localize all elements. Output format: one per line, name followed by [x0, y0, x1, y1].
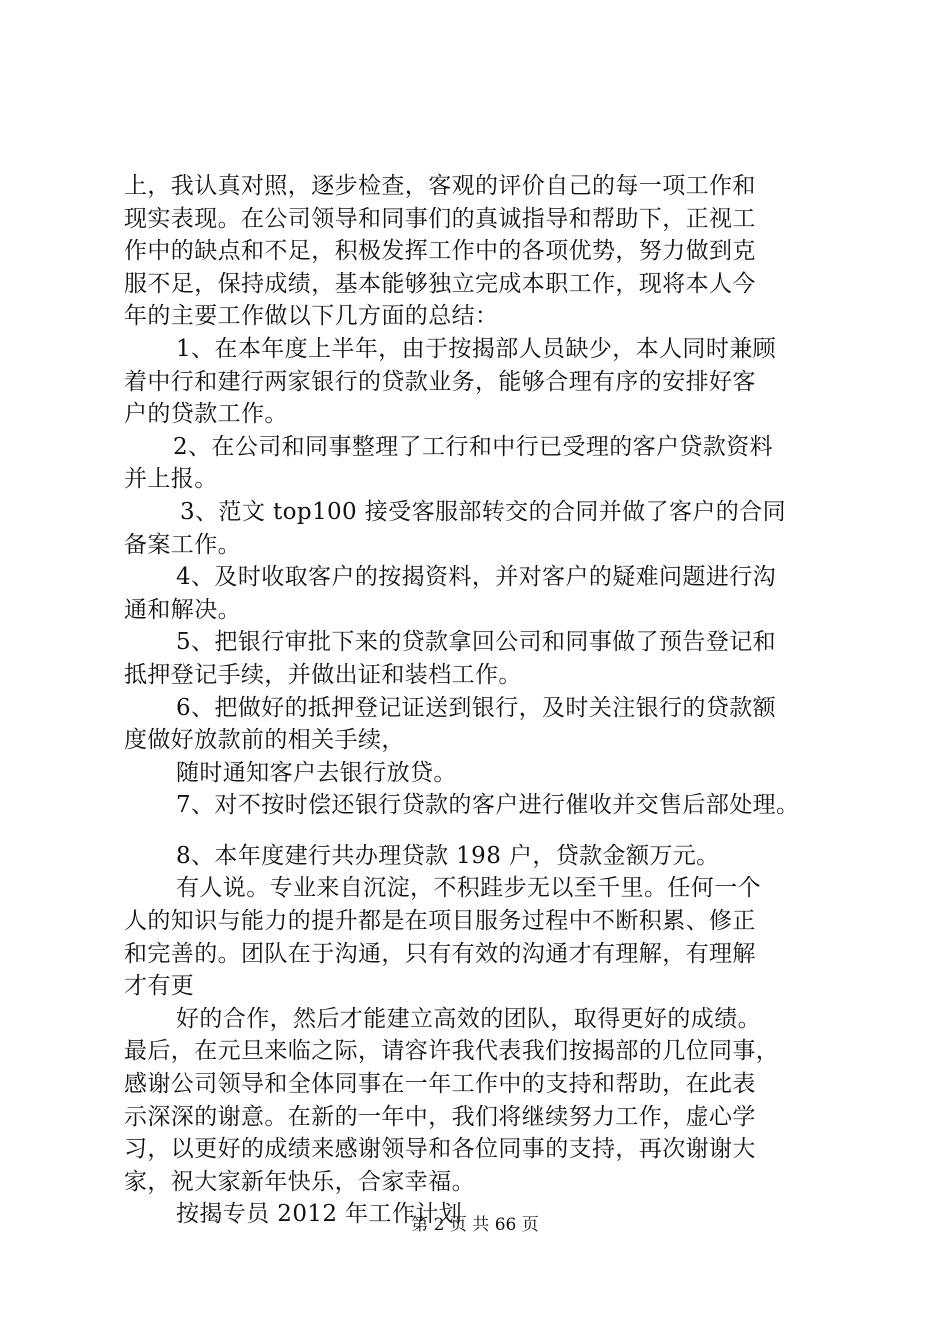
list-item-5: 5、把银行审批下来的贷款拿回公司和同事做了预告登记和: [176, 629, 777, 656]
list-item-6: 6、把做好的抵押登记证送到银行，及时关注银行的贷款额: [176, 694, 777, 721]
text-line: 作中的缺点和不足，积极发挥工作中的各项优势，努力做到克: [124, 238, 756, 265]
text-line: 习，以更好的成绩来感谢领导和各位同事的支持，再次谢谢大: [124, 1136, 756, 1163]
text-line: 备案工作。: [124, 531, 241, 558]
paragraph-gap: [124, 822, 836, 840]
list-item-4: 4、及时收取客户的按揭资料，并对客户的疑难问题进行沟: [176, 564, 777, 591]
text-line: 上，我认真对照，逐步检查，客观的评价自己的每一项工作和: [124, 173, 756, 199]
paragraph-start: 有人说。专业来自沉淀，不积跬步无以至千里。任何一个: [176, 875, 761, 902]
text-line: 才有更: [124, 973, 195, 1000]
list-item-1: 1、在本年度上半年，由于按揭部人员缺少，本人同时兼顾: [176, 335, 777, 362]
document-body: [124, 170, 836, 1231]
list-item-7: 7、对不按时偿还银行贷款的客户进行催收并交售后部处理。: [176, 792, 800, 819]
section-heading: 按揭专员 2012 年工作计划: [176, 1201, 463, 1228]
text-line: 抵押登记手续，并做出证和装档工作。: [124, 661, 522, 688]
list-item-3: 3、范文 top100 接受客服部转交的合同并做了客户的合同: [180, 498, 786, 525]
list-item-8: 8、本年度建行共办理贷款 198 户，贷款金额万元。: [176, 842, 720, 869]
page-footer: 第 2 页 共 66 页: [411, 1215, 539, 1235]
text-line: 现实表现。在公司领导和同事们的真诚指导和帮助下，正视工: [124, 205, 756, 232]
text-line: 随时通知客户去银行放贷。: [176, 759, 457, 786]
text-line: 年的主要工作做以下几方面的总结：: [124, 303, 499, 330]
paragraph-start: 好的合作，然后才能建立高效的团队，取得更好的成绩。: [176, 1005, 761, 1032]
list-item-2: 2、在公司和同事整理了工行和中行已受理的客户贷款资料: [173, 433, 774, 460]
text-line: 家，祝大家新年快乐，合家幸福。: [124, 1168, 475, 1195]
text-line: 服不足，保持成绩，基本能够独立完成本职工作，现将本人今: [124, 270, 756, 297]
text-line: 并上报。: [124, 466, 218, 493]
text-line: 着中行和建行两家银行的贷款业务，能够合理有序的安排好客: [124, 368, 756, 395]
text-line: 示深深的谢意。在新的一年中，我们将继续努力工作，虚心学: [124, 1103, 756, 1130]
text-line: 户的贷款工作。: [124, 401, 288, 428]
text-line: 最后，在元旦来临之际，请容许我代表我们按揭部的几位同事，: [124, 1038, 780, 1065]
text-line: 人的知识与能力的提升都是在项目服务过程中不断积累、修正: [124, 908, 756, 935]
text-line: 度做好放款前的相关手续，: [124, 727, 405, 754]
text-line: 感谢公司领导和全体同事在一年工作中的支持和帮助，在此表: [124, 1071, 756, 1098]
text-line: 通和解决。: [124, 596, 241, 623]
text-line: 和完善的。团队在于沟通，只有有效的沟通才有理解，有理解: [124, 940, 756, 967]
